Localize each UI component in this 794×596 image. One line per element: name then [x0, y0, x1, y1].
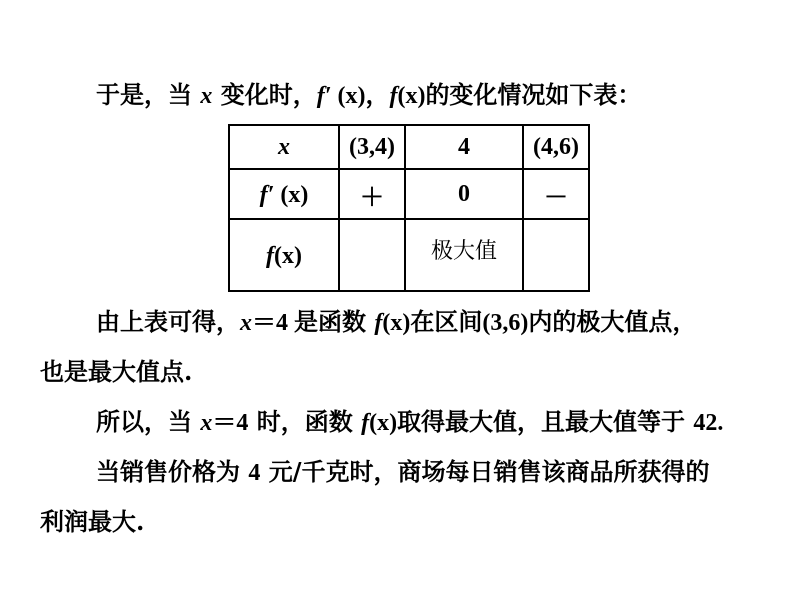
conclusion3-text-2: 元/千克时，商场每日销售该商品所获得的	[260, 457, 710, 486]
function-behavior-left	[339, 219, 405, 291]
header-interval-left: (3,4)	[339, 125, 405, 169]
table-row-function	[229, 219, 589, 291]
conclusion1-interval: (3,6)	[482, 310, 529, 336]
price-value: 4	[248, 460, 261, 486]
variable-x: x	[200, 83, 213, 109]
table-row-derivative	[229, 169, 589, 219]
function-label-f: f	[266, 243, 274, 269]
derivative-sign-left: ＋	[339, 169, 405, 219]
conclusion1-text-2: 是函数	[294, 307, 375, 336]
derivative-label-cell	[229, 169, 339, 219]
function-f: f	[389, 83, 398, 109]
intro-text-1: 于是，当	[96, 80, 201, 109]
intro-line	[96, 79, 641, 112]
intro-text-3: 的变化情况如下表：	[425, 80, 642, 109]
conclusion1-arg: (x)	[382, 310, 411, 336]
conclusion2-arg: (x)	[369, 410, 398, 436]
conclusion1-eq: ＝4	[252, 310, 294, 336]
conclusion2-text-2: 时，函数	[248, 407, 362, 436]
derivative-symbol: f′	[316, 83, 332, 109]
intro-text-2: 变化时，	[212, 80, 317, 109]
function-behavior-right	[523, 219, 589, 291]
function-arg: (x)	[397, 83, 426, 109]
conclusion2-eq: ＝4	[212, 410, 249, 436]
intro-comma: ，	[365, 80, 390, 109]
max-value: 42.	[693, 410, 724, 436]
header-x: x	[229, 125, 339, 169]
conclusion2-f: f	[361, 410, 370, 436]
table-header-row	[229, 125, 589, 169]
derivative-label-f: f′	[259, 182, 275, 208]
function-label-arg: (x)	[274, 243, 302, 269]
conclusion1-line	[96, 306, 696, 339]
function-label-cell	[229, 219, 339, 291]
conclusion1-line2: 也是最大值点.	[40, 357, 193, 386]
conclusion3-line	[96, 456, 709, 489]
header-interval-right: (4,6)	[523, 125, 589, 169]
derivative-value-point: 0	[405, 169, 523, 219]
conclusion2-x: x	[200, 410, 213, 436]
conclusion2-line	[96, 406, 723, 439]
variation-table	[228, 124, 590, 292]
derivative-arg: (x)	[331, 83, 366, 109]
conclusion1-x: x	[240, 310, 252, 336]
function-extremum-cell	[405, 219, 523, 291]
conclusion1-text-3: 在区间	[410, 307, 483, 336]
conclusion3-text-1: 当销售价格为	[96, 457, 249, 486]
derivative-sign-right: －	[523, 169, 589, 219]
conclusion1-text-1: 由上表可得，	[96, 307, 240, 336]
conclusion2-text-3: 取得最大值，且最大值等于	[397, 407, 694, 436]
conclusion1-f: f	[374, 310, 383, 336]
local-max-label: 极大值	[430, 238, 497, 264]
conclusion1-text-4: 内的极大值点，	[528, 307, 697, 336]
header-point: 4	[405, 125, 523, 169]
derivative-label-arg: (x)	[274, 182, 309, 208]
conclusion3-line2: 利润最大.	[40, 507, 145, 536]
conclusion2-text-1: 所以，当	[96, 407, 201, 436]
